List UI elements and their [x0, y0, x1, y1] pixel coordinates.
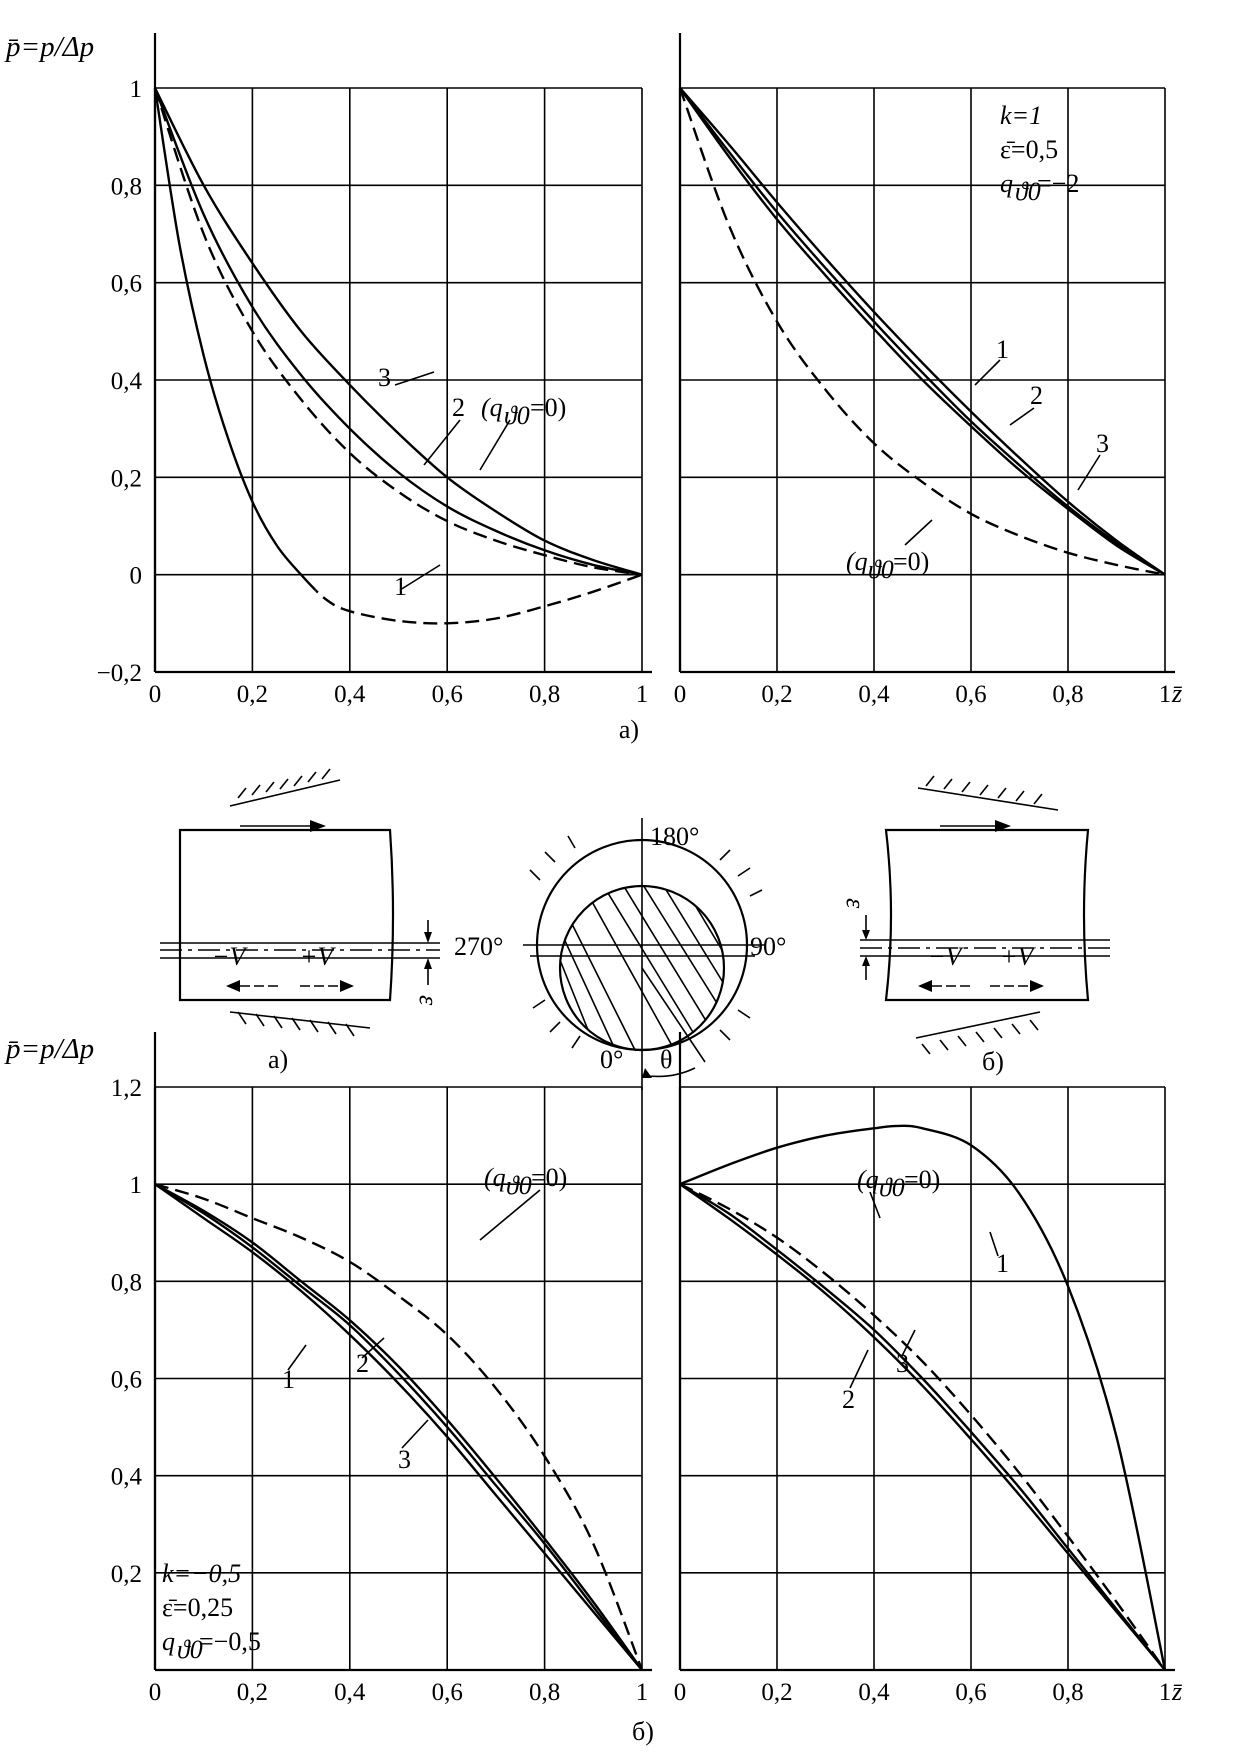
x-tick-label: 0,2 [236, 681, 269, 708]
tl-label-2: 2 [452, 393, 465, 422]
tl-label-3: 3 [378, 363, 391, 392]
tl-label-1: 1 [394, 572, 407, 601]
br-label-q0 [857, 1165, 940, 1202]
svg-text:ϑ0: ϑ0 [868, 555, 894, 584]
label-leader-line [850, 1350, 868, 1388]
tr-label-2: 2 [1030, 381, 1043, 410]
svg-text:=0): =0) [904, 1165, 941, 1194]
y-tick-label: 0,4 [110, 368, 142, 395]
x-tick-label: 1 [1158, 681, 1172, 708]
svg-text:=−0,5: =−0,5 [199, 1627, 261, 1656]
y-tick-label: 0 [129, 562, 142, 590]
series-line-3 [155, 88, 642, 575]
x-tick-label: 0 [148, 681, 162, 708]
svg-text:ε̄=0,5: ε̄=0,5 [1000, 135, 1059, 164]
y-tick-label: 0,6 [110, 1366, 142, 1394]
sketch-left-minus-v: −V [212, 942, 246, 971]
series-line-1 [680, 88, 1165, 575]
y-tick-label: 1 [129, 1172, 142, 1200]
x-tick-label: 0,8 [528, 681, 561, 708]
angle-theta: θ [660, 1045, 673, 1074]
bottom-left-caption: б) [632, 1717, 654, 1746]
series-line-1-dashed [155, 88, 642, 623]
angle-0: 0° [600, 1045, 624, 1074]
label-leader-line [1010, 408, 1034, 425]
x-tick-label: 0,4 [334, 1679, 366, 1706]
angle-90: 90° [750, 932, 787, 961]
svg-text:ϑ0: ϑ0 [177, 1635, 203, 1664]
x-tick-label: 0,2 [236, 1679, 269, 1706]
x-tick-label: 0,8 [1052, 1679, 1084, 1706]
svg-text:=−2: =−2 [1037, 169, 1080, 198]
svg-text:(q: (q [484, 1163, 506, 1192]
label-leader-line [424, 420, 460, 465]
label-leader-line [905, 520, 932, 545]
bl-params [162, 1559, 261, 1664]
svg-text:ε̄=0,25: ε̄=0,25 [162, 1593, 234, 1622]
chart-bottom-right [674, 1032, 1175, 1706]
x-tick-label: 1 [1158, 1679, 1172, 1706]
label-leader-line [395, 372, 434, 385]
x-tick-label: 0,4 [334, 681, 366, 708]
br-label-3: 3 [896, 1349, 909, 1378]
svg-text:ϑ0: ϑ0 [879, 1173, 905, 1202]
svg-text:(q: (q [846, 547, 868, 576]
x-tick-label: 0 [148, 1679, 162, 1706]
sketch [160, 769, 1110, 1090]
x-tick-label: 0,8 [528, 1679, 561, 1706]
x-tick-label: 0,4 [858, 681, 890, 708]
svg-text:ϑ0: ϑ0 [504, 401, 530, 430]
x-tick-label: 0,2 [761, 1679, 793, 1706]
svg-text:=0): =0) [893, 547, 930, 576]
plots-layer [97, 33, 1175, 1706]
sketch-left [160, 769, 443, 1074]
x-tick-label: 0,6 [955, 681, 987, 708]
top-ylabel [4, 31, 94, 63]
svg-text:=0): =0) [530, 393, 567, 422]
sketch-right-caption: б) [982, 1047, 1004, 1076]
svg-text:q: q [1000, 169, 1013, 198]
svg-text:ϑ0: ϑ0 [1015, 177, 1041, 206]
top-right-xlabel: z̄ [1172, 679, 1183, 708]
label-leader-line [402, 1420, 428, 1448]
series-line-3 [680, 1184, 1165, 1670]
y-tick-label: 0,8 [110, 1269, 142, 1297]
bl-label-1: 1 [282, 1365, 295, 1394]
svg-text:=0): =0) [531, 1163, 568, 1192]
series-line-2 [155, 88, 642, 575]
chart-top-right [674, 33, 1175, 708]
series-line-q00 [680, 88, 1165, 575]
chart-top-left [97, 33, 652, 708]
svg-text:k=−0,5: k=−0,5 [162, 1559, 242, 1588]
angle-270: 270° [454, 932, 504, 961]
series-line-1 [680, 1126, 1165, 1670]
sketch-circle [454, 818, 786, 1090]
label-leader-line [1078, 455, 1100, 490]
series-line-q00 [680, 1184, 1165, 1670]
x-tick-label: 0,4 [858, 1679, 890, 1706]
bottom-ylabel-text: p̄=p/Δp [6, 1033, 95, 1065]
svg-text:ϑ0: ϑ0 [506, 1171, 532, 1200]
sketch-right [841, 776, 1110, 1076]
top-ylabel-text: p̄=p/Δp [6, 31, 95, 63]
y-tick-label: 0,2 [110, 465, 142, 493]
series-line-1 [155, 88, 642, 623]
tr-label-3: 3 [1096, 429, 1109, 458]
bl-label-3: 3 [398, 1445, 411, 1474]
y-tick-label: 0,6 [110, 270, 142, 298]
sketch-left-gap: ε [414, 995, 443, 1006]
svg-text:p̄=p/Δp [4, 1033, 94, 1065]
sketch-right-plus-v: +V [1000, 942, 1034, 971]
x-tick-label: 0 [673, 681, 687, 708]
x-tick-label: 0,6 [431, 681, 463, 708]
y-tick-label: 1,2 [110, 1075, 142, 1102]
x-tick-label: 1 [635, 681, 649, 708]
y-tick-label: 0,4 [110, 1463, 142, 1491]
bottom-right-xlabel: z̄ [1172, 1677, 1183, 1706]
svg-text:q: q [162, 1627, 175, 1656]
br-label-2: 2 [842, 1385, 855, 1414]
tr-label-q0 [846, 547, 929, 584]
y-tick-label: 1 [129, 76, 142, 103]
tl-label-q0 [481, 393, 566, 430]
x-tick-label: 0 [673, 1679, 687, 1706]
bl-label-q0 [484, 1163, 567, 1200]
svg-text:(q: (q [857, 1165, 879, 1194]
y-tick-label: 0,8 [110, 173, 142, 201]
top-left-caption: а) [618, 715, 640, 744]
sketch-left-plus-v: +V [300, 942, 334, 971]
x-tick-label: 0,6 [955, 1679, 987, 1706]
series-line-2 [680, 88, 1165, 575]
x-tick-label: 0,8 [1052, 681, 1084, 708]
sketch-right-gap: ε [841, 898, 870, 909]
x-tick-label: 1 [635, 1679, 649, 1706]
sketch-left-caption: а) [268, 1045, 289, 1074]
series-line-2 [680, 1184, 1165, 1670]
svg-text:k=1: k=1 [1000, 101, 1043, 130]
y-tick-label: −0,2 [96, 660, 142, 687]
y-tick-label: 0,2 [110, 1560, 142, 1588]
br-label-1: 1 [996, 1249, 1009, 1278]
series-line-q00 [155, 88, 642, 575]
x-tick-label: 0,2 [761, 681, 793, 708]
series-line-3 [680, 88, 1165, 575]
x-tick-label: 0,6 [431, 1679, 463, 1706]
bottom-ylabel [4, 1033, 94, 1065]
tr-label-1: 1 [996, 335, 1009, 364]
svg-text:p̄=p/Δp [4, 31, 94, 63]
sketch-right-minus-v: −V [928, 942, 962, 971]
bl-label-2: 2 [356, 1349, 369, 1378]
angle-180: 180° [650, 822, 700, 851]
svg-text:(q: (q [481, 393, 503, 422]
